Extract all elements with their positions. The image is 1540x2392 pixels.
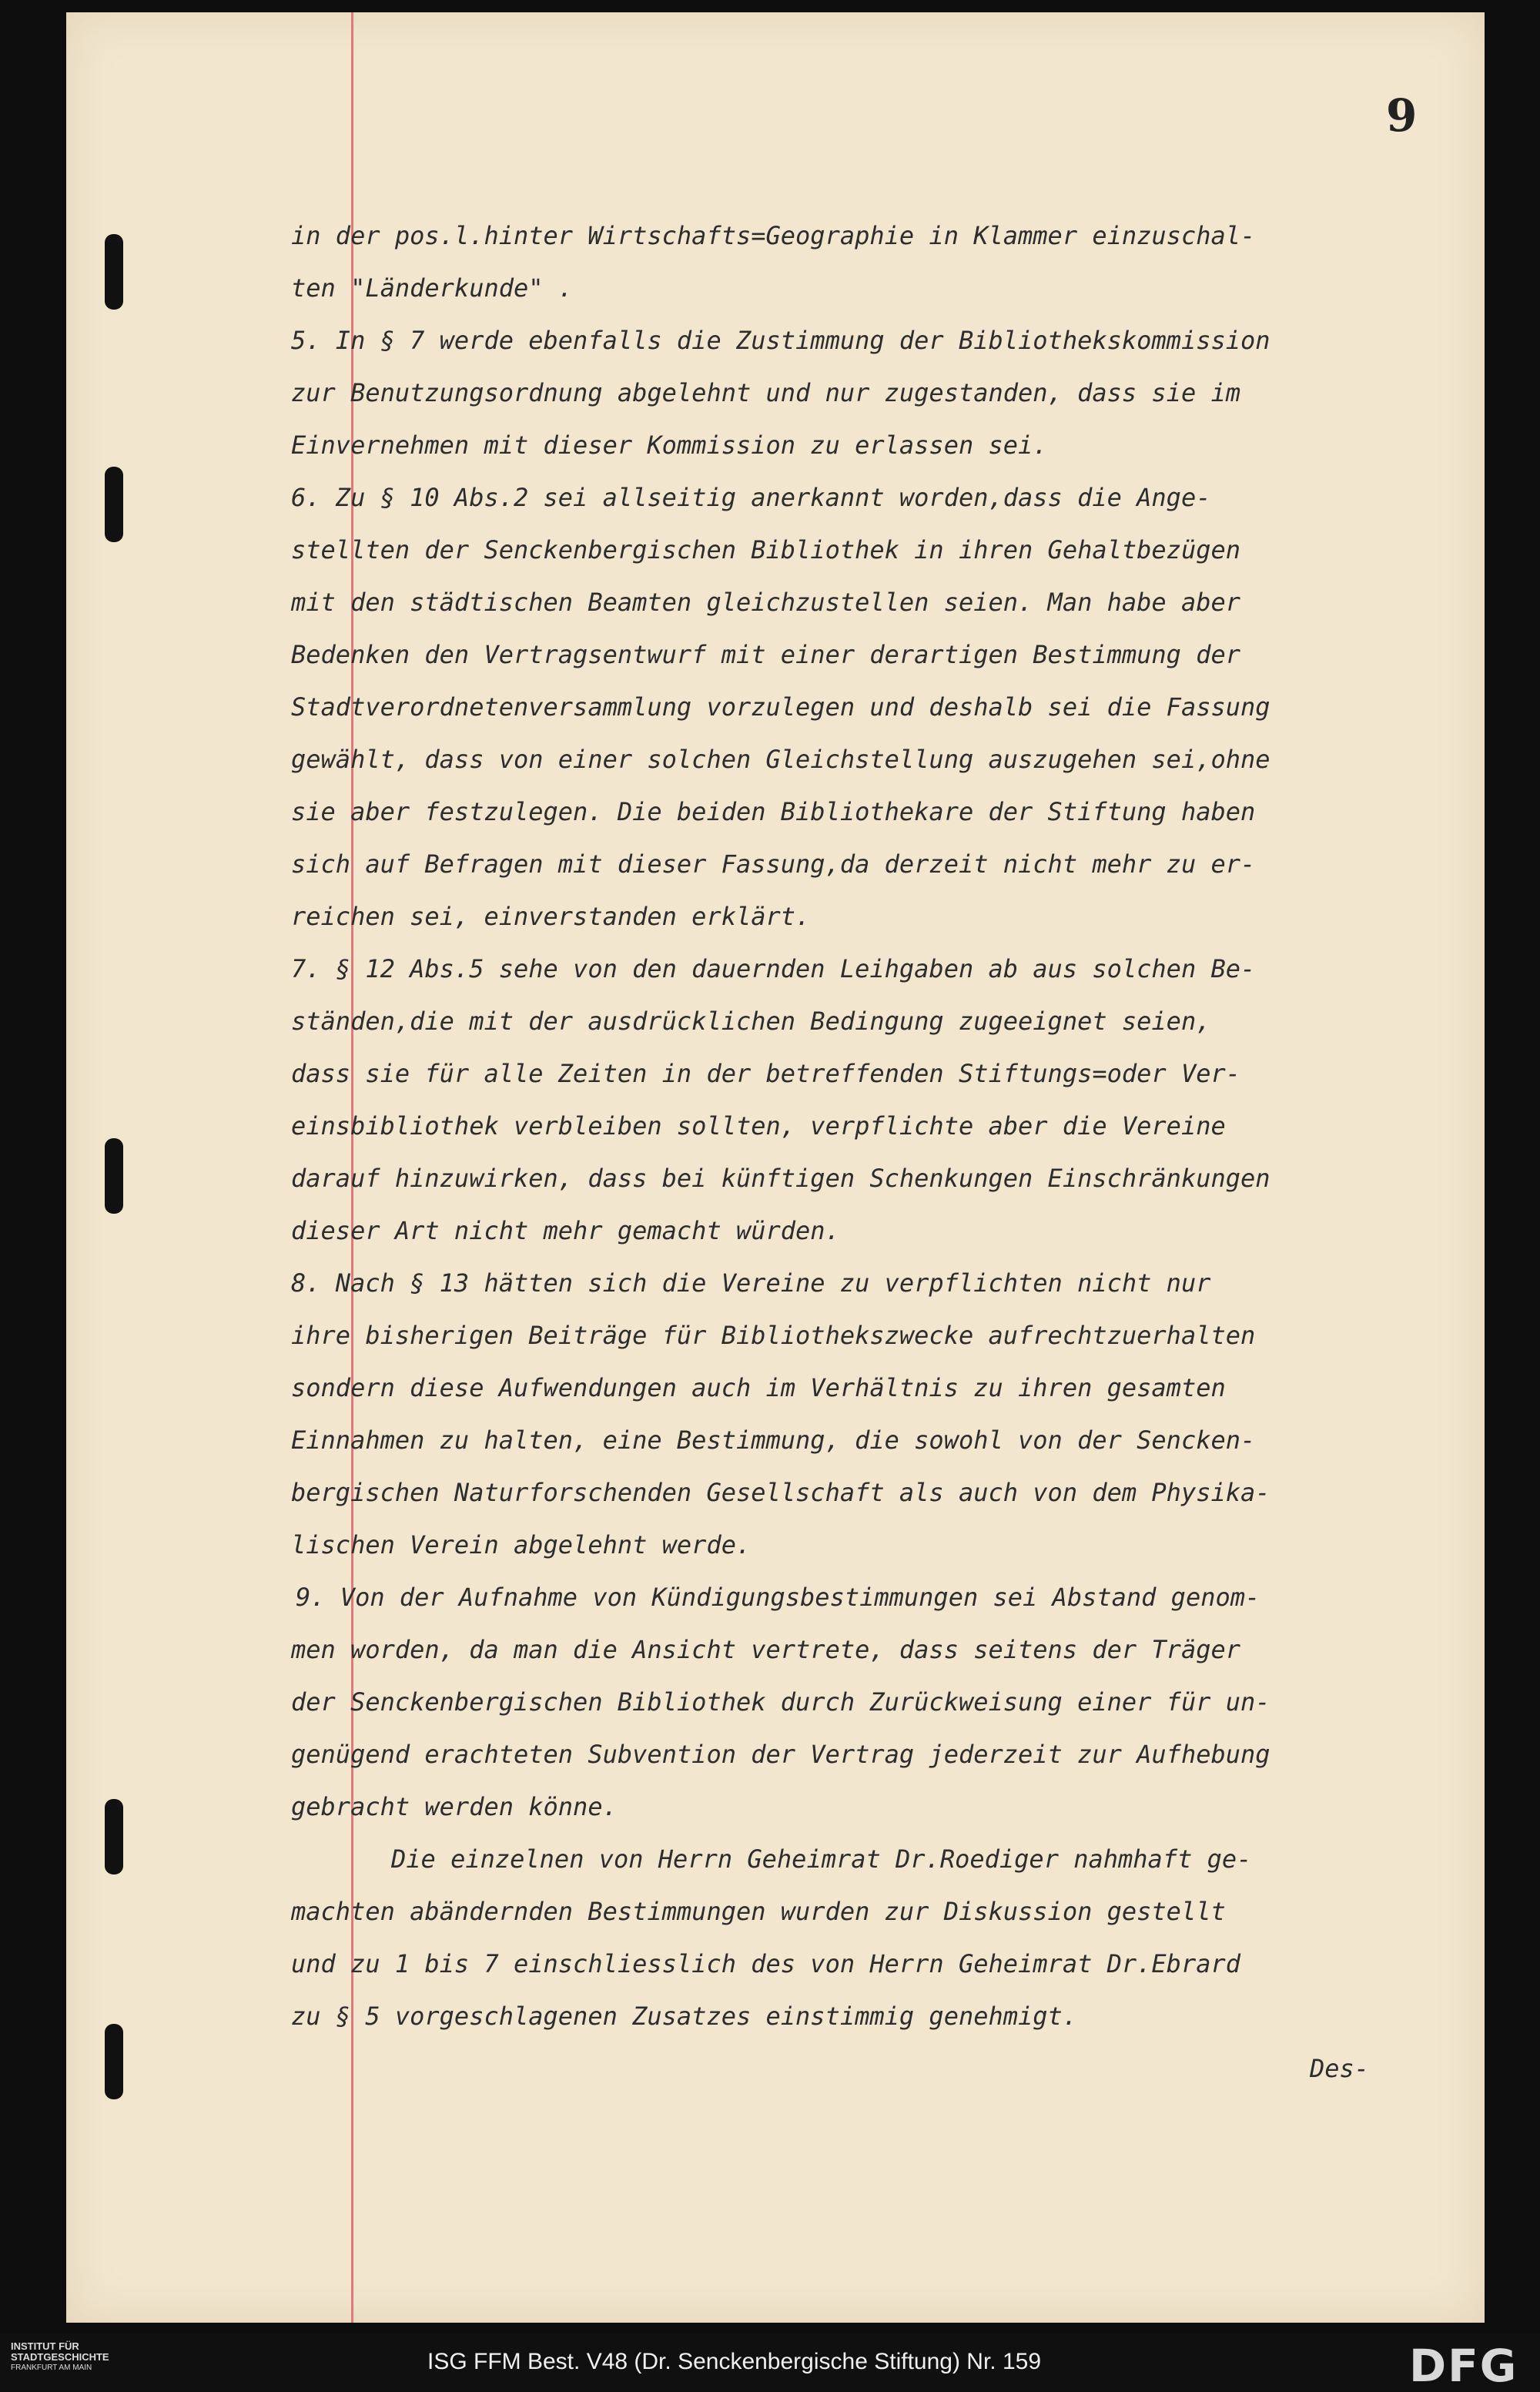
text-line: Die einzelnen von Herrn Geheimrat Dr.Roediger nahmhaft ge- [391,1844,1252,1874]
text-line: bergischen Naturforschenden Gesellschaft als auch von dem Physika- [291,1478,1270,1507]
punch-hole [105,467,123,542]
text-line: ten "Länderkunde" . [291,273,574,303]
text-line: reichen sei, einverstanden erklärt. [291,902,811,931]
footer-bar [0,2333,1540,2391]
text-line: lischen Verein abgelehnt werde. [291,1530,752,1559]
text-line: dass sie für alle Zeiten in der betreffenden Stiftungs=oder Ver- [291,1059,1240,1088]
text-line: sich auf Befragen mit dieser Fassung,da derzeit nicht mehr zu er- [291,849,1256,879]
text-line: sondern diese Aufwendungen auch im Verhältnis zu ihren gesamten [291,1373,1226,1402]
text-line: Einvernehmen mit dieser Kommission zu erlassen sei. [291,430,1048,460]
page-number: 9 [1386,89,1418,142]
text-line: machten abändernden Bestimmungen wurden zur Diskussion gestellt [291,1897,1226,1926]
institution-name-line: STADTGESCHICHTE [11,2351,109,2363]
dfg-logo: DFG [1409,2340,1518,2392]
punch-hole [105,1799,123,1874]
punch-hole [105,2024,123,2099]
text-line: zu § 5 vorgeschlagenen Zusatzes einstimmig genehmigt. [291,2002,1078,2031]
text-line: einsbibliothek verbleiben sollten, verpflichte aber die Vereine [291,1111,1226,1141]
text-line: ihre bisherigen Beiträge für Bibliothekszwecke aufrechtzuerhalten [291,1321,1256,1350]
text-line: gebracht werden könne. [291,1792,618,1821]
institution-logo [11,2341,109,2374]
text-line: stellten der Senckenbergischen Bibliothek in ihren Gehaltbezügen [291,535,1240,564]
text-line: Einnahmen zu halten, eine Bestimmung, die sowohl von der Sencken- [291,1425,1256,1455]
text-line: sie aber festzulegen. Die beiden Bibliothekare der Stiftung haben [291,797,1256,826]
punch-hole [105,234,123,310]
text-line: der Senckenbergischen Bibliothek durch Zurückweisung einer für un- [291,1687,1270,1717]
text-line: 5. In § 7 werde ebenfalls die Zustimmung der Bibliothekskommission [291,326,1270,355]
typed-text-body [291,209,1400,2095]
text-line: Bedenken den Vertragsentwurf mit einer derartigen Bestimmung der [291,640,1240,669]
text-line: und zu 1 bis 7 einschliesslich des von Herrn Geheimrat Dr.Ebrard [291,1949,1240,1978]
text-line: Des- [1309,2054,1369,2083]
text-line: zur Benutzungsordnung abgelehnt und nur zugestanden, dass sie im [291,378,1240,407]
institution-name-line: INSTITUT FÜR [11,2340,79,2352]
text-line: genügend erachteten Subvention der Vertrag jederzeit zur Aufhebung [291,1740,1270,1769]
text-line: dieser Art nicht mehr gemacht würden. [291,1216,840,1245]
text-line: 6. Zu § 10 Abs.2 sei allseitig anerkannt worden,dass die Ange- [291,483,1211,512]
text-line: ständen,die mit der ausdrücklichen Bedingung zugeeignet seien, [291,1007,1211,1036]
text-line: 7. § 12 Abs.5 sehe von den dauernden Leihgaben ab aus solchen Be- [291,954,1256,983]
text-line: in der pos.l.hinter Wirtschafts=Geographie in Klammer einzuschal- [291,221,1256,250]
text-line: Stadtverordnetenversammlung vorzulegen und deshalb sei die Fassung [291,692,1270,722]
text-line: darauf hinzuwirken, dass bei künftigen Schenkungen Einschränkungen [291,1164,1270,1193]
text-line: 8. Nach § 13 hätten sich die Vereine zu verpflichten nicht nur [291,1268,1211,1298]
text-line: men worden, da man die Ansicht vertrete, dass seitens der Träger [291,1635,1240,1664]
institution-city: FRANKFURT AM MAIN [11,2364,92,2372]
punch-hole [105,1138,123,1214]
text-line: gewählt, dass von einer solchen Gleichstellung auszugehen sei,ohne [291,745,1270,774]
text-line: 9. Von der Aufnahme von Kündigungsbestimmungen sei Abstand genom- [296,1583,1260,1612]
archive-caption: ISG FFM Best. V48 (Dr. Senckenbergische Stiftung) Nr. 159 [427,2349,1042,2374]
text-line: mit den städtischen Beamten gleichzustellen seien. Man habe aber [291,588,1240,617]
